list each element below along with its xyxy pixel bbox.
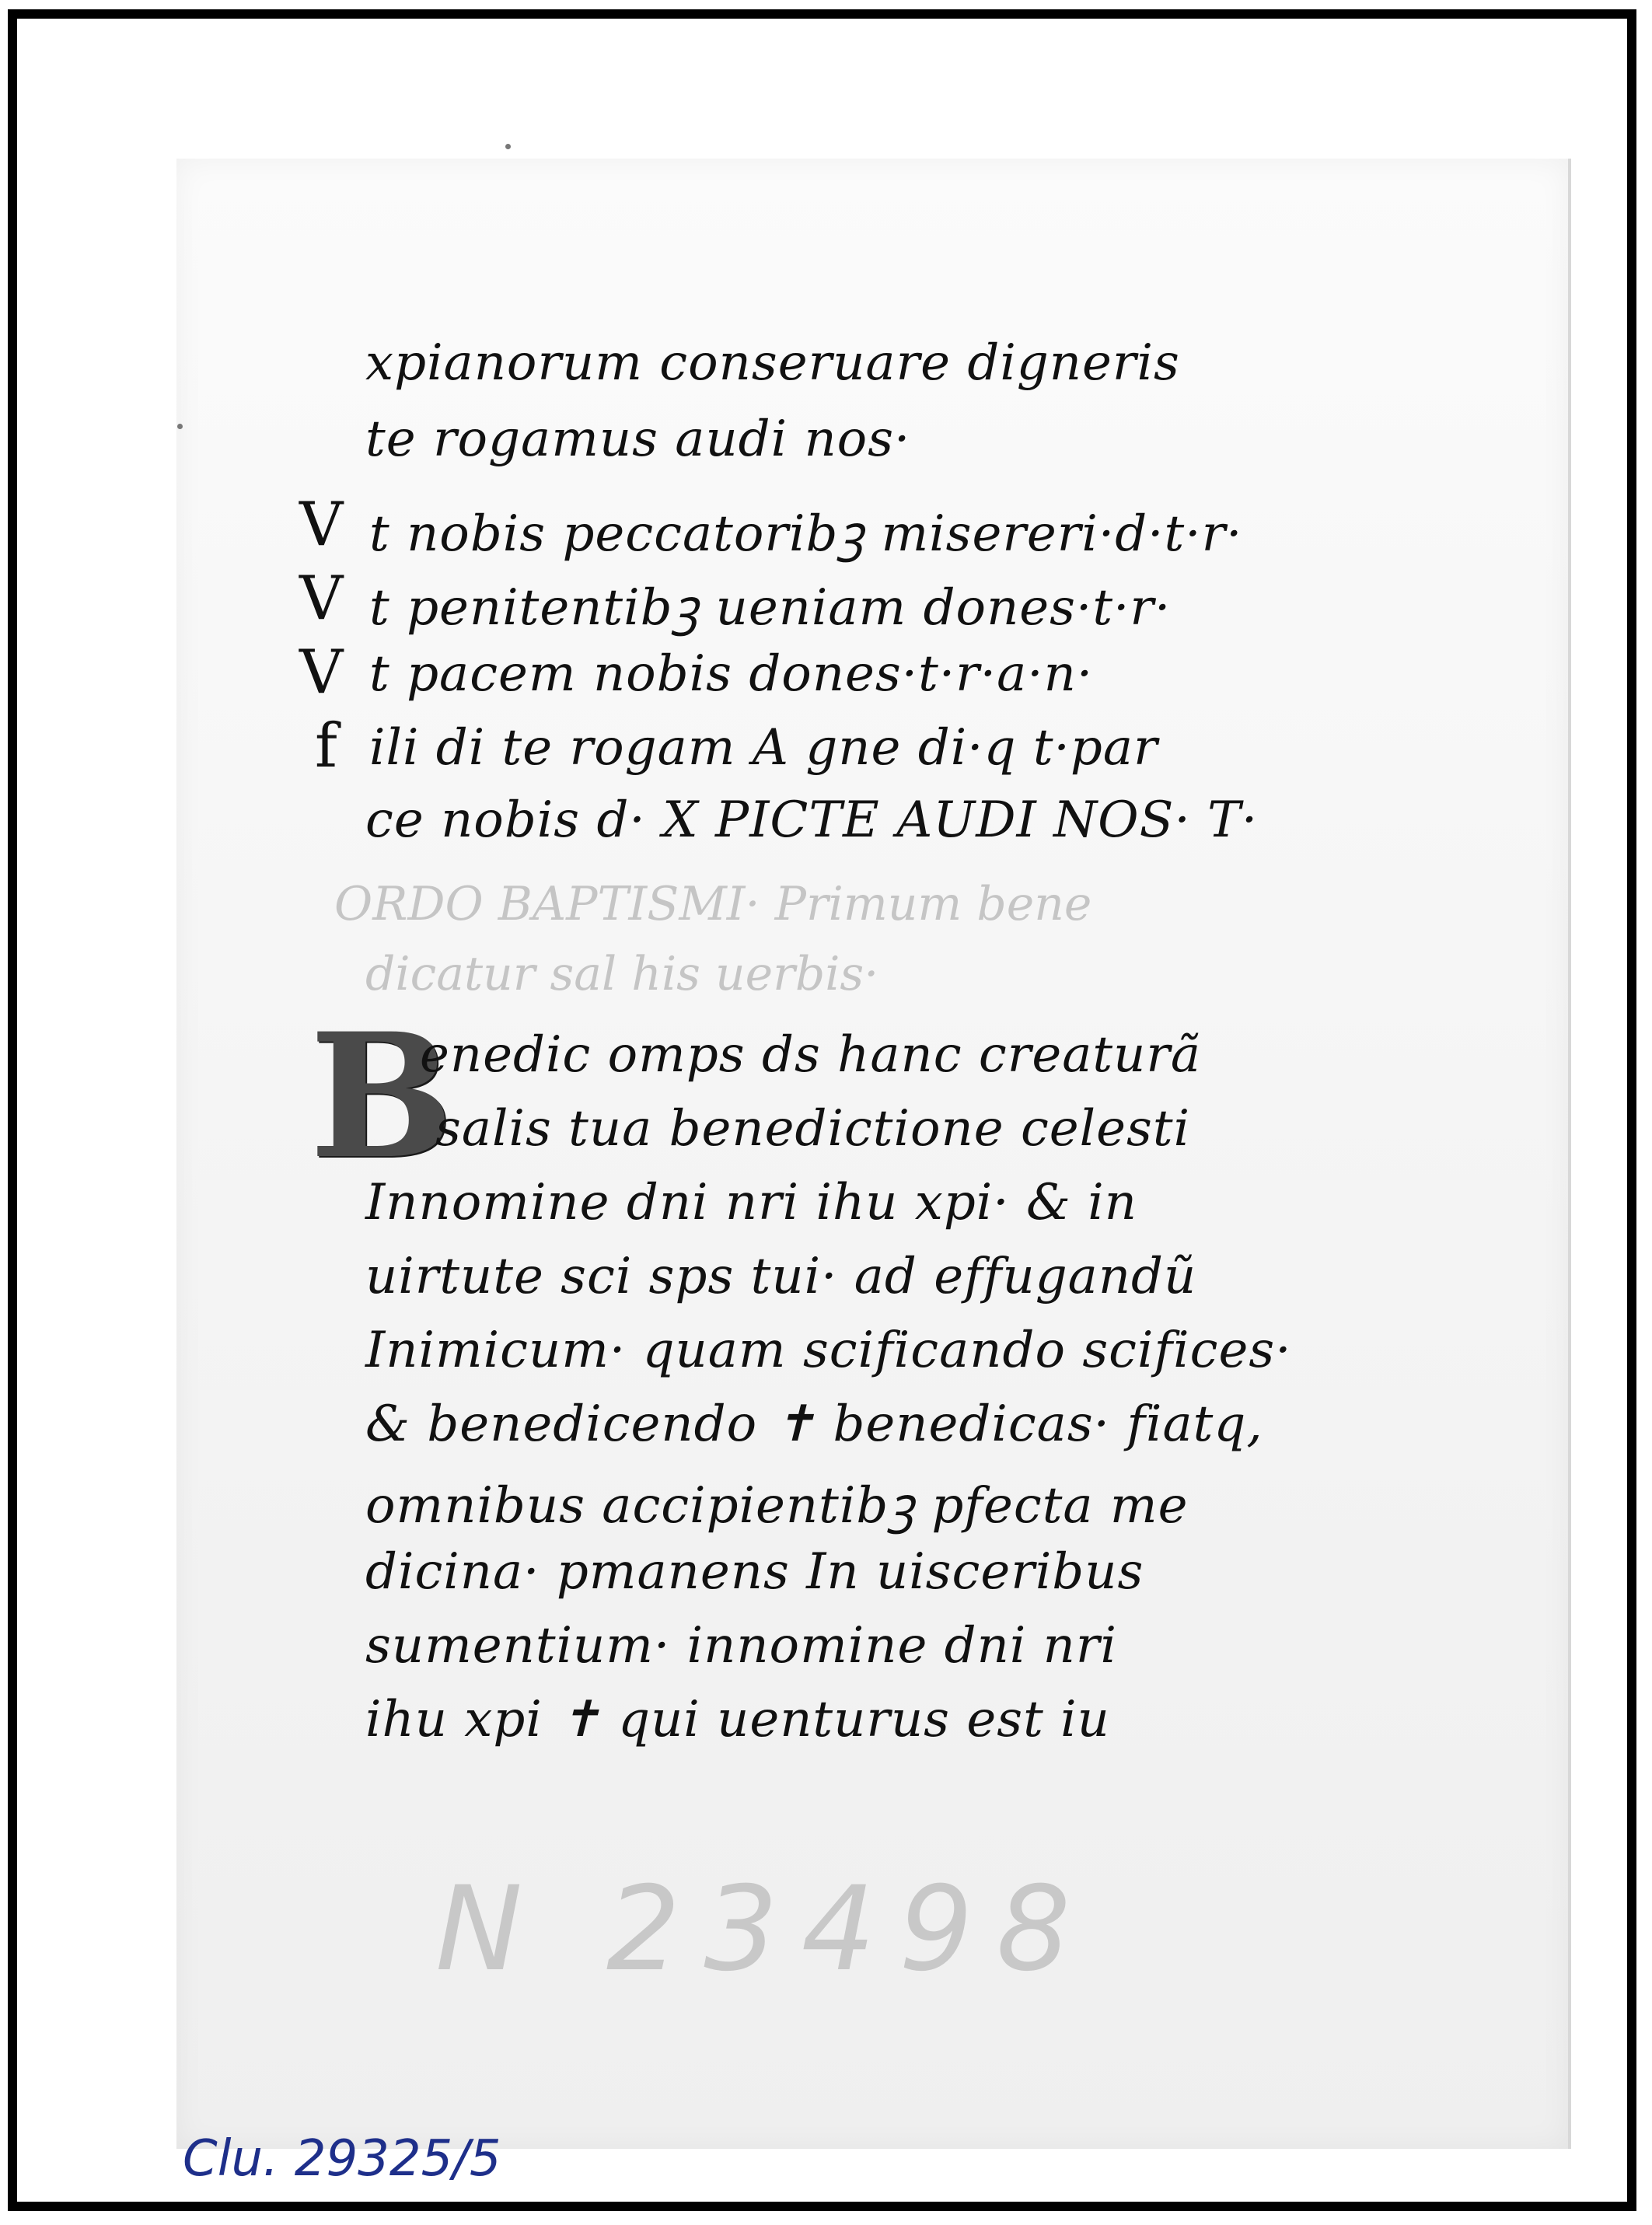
manuscript-line: sumentium· innomine dni nri [365, 1617, 1117, 1675]
manuscript-line: ili di te rogam A gne di·q t·par [369, 719, 1158, 777]
manuscript-line: enedic omps ds hanc creaturã [420, 1026, 1202, 1084]
manuscript-line: dicina· pmanens In uisceribus [365, 1543, 1144, 1601]
pencil-shelfmark: N 23498 [435, 1862, 1095, 1997]
manuscript-line: ihu xpi ✝ qui uenturus est iu [365, 1691, 1110, 1748]
versicle-initial: V [299, 637, 344, 707]
manuscript-line: uirtute sci sps tui· ad effugandũ [365, 1248, 1197, 1305]
manuscript-line: t penitentibꝫ ueniam dones·t·r· [369, 579, 1172, 637]
call-number: Clu. 29325/5 [183, 2130, 501, 2188]
manuscript-line: salis tua benedictione celesti [435, 1100, 1191, 1158]
manuscript-line: t nobis peccatoribꝫ misereri·d·t·r· [369, 505, 1243, 563]
manuscript-line: t pacem nobis dones·t·r·a·n· [369, 645, 1094, 703]
faded-rubric-line: dicatur sal his uerbis· [365, 947, 879, 1001]
ink-speck [505, 144, 511, 149]
manuscript-line: xpianorum conseruare digneris [365, 334, 1180, 392]
decorated-initial-b: B [309, 995, 454, 1196]
ink-speck [177, 424, 183, 429]
manuscript-line: & benedicendo ✝ benedicas· fiatq, [365, 1395, 1263, 1453]
manuscript-line: Innomine dni nri ihu xpi· & in [365, 1174, 1137, 1231]
faded-rubric-line: ORDO BAPTISMI· Primum bene [334, 877, 1092, 931]
versicle-initial: V [299, 490, 344, 560]
manuscript-line: Inimicum· quam scificando scifices· [365, 1322, 1292, 1379]
manuscript-line: te rogamus audi nos· [365, 410, 911, 468]
versicle-initial: f [315, 711, 337, 781]
manuscript-line: omnibus accipientibꝫ pfecta me [365, 1477, 1189, 1535]
manuscript-line: ce nobis d· X PICTE AUDI NOS· T· [365, 791, 1259, 849]
versicle-initial: V [299, 564, 344, 634]
